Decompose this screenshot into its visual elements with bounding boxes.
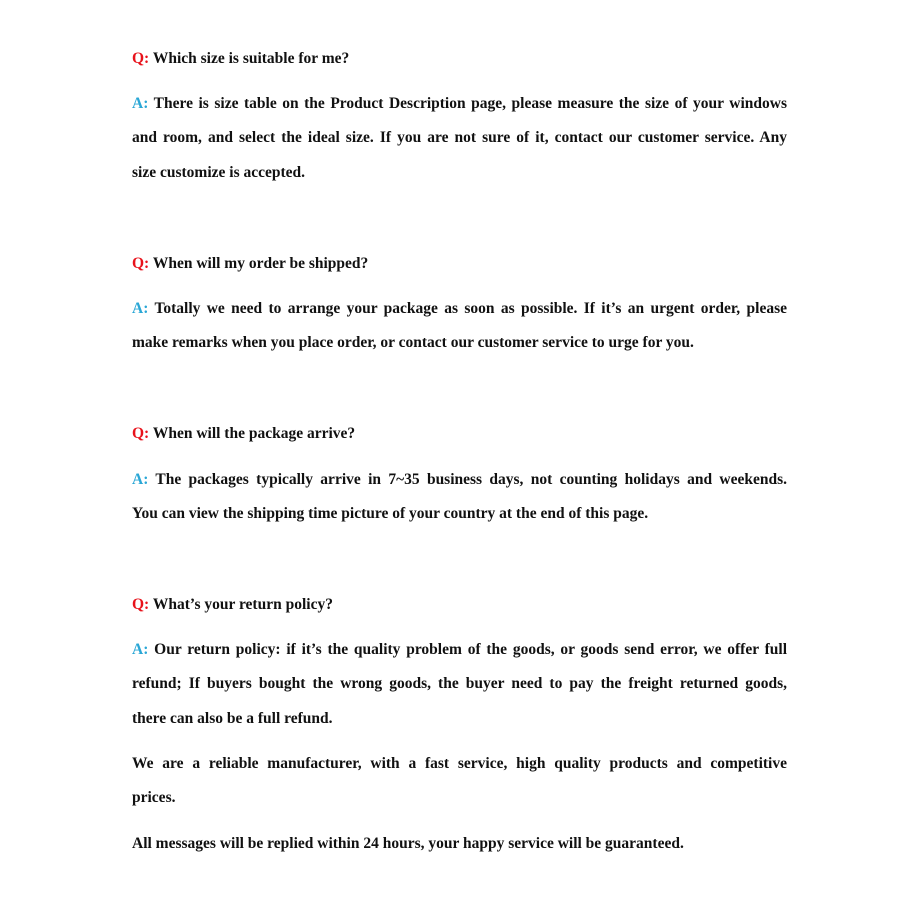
answer-text: There is size table on the Product Description page, please measure the size of your windows [153, 95, 787, 112]
faq-answer-4-line-2: refund; If buyers bought the wrong goods, the buyer need to pay the freight returned goods, [132, 675, 787, 692]
question-prefix: Q: [132, 425, 150, 442]
question-prefix: Q: [132, 255, 150, 272]
faq-answer-1-line-3: size customize is accepted. [132, 164, 306, 181]
faq-question-2 [132, 254, 368, 274]
faq-question-1 [132, 49, 349, 69]
question-prefix: Q: [132, 50, 150, 67]
answer-prefix: A: [132, 471, 149, 488]
question-text: When will the package arrive? [152, 425, 356, 442]
closing-reply-line: All messages will be replied within 24 hours, your happy service will be guaranteed. [132, 835, 684, 852]
faq-answer-3-line-1 [132, 470, 787, 490]
faq-answer-3-line-2: You can view the shipping time picture of your country at the end of this page. [132, 505, 649, 522]
question-text: When will my order be shipped? [152, 255, 369, 272]
faq-question-3 [132, 424, 355, 444]
answer-text: Our return policy: if it’s the quality problem of the goods, or goods send error, we offer full [154, 641, 788, 658]
answer-text: Totally we need to arrange your package as soon as possible. If it’s an urgent order, please [154, 300, 787, 317]
faq-answer-2-line-1 [132, 299, 787, 319]
faq-answer-2-line-2: make remarks when you place order, or contact our customer service to urge for you. [132, 334, 694, 351]
answer-text: The packages typically arrive in 7~35 business days, not counting holidays and weekends. [155, 471, 787, 488]
answer-prefix: A: [132, 300, 149, 317]
answer-prefix: A: [132, 95, 149, 112]
closing-reliable-line-2: prices. [132, 789, 176, 806]
faq-question-4 [132, 595, 333, 615]
question-text: Which size is suitable for me? [152, 50, 350, 67]
question-text: What’s your return policy? [152, 596, 333, 613]
faq-answer-1-line-1 [132, 94, 787, 114]
faq-answer-1-line-2: and room, and select the ideal size. If you are not sure of it, contact our customer service. Any [132, 129, 787, 146]
faq-answer-4-line-3: there can also be a full refund. [132, 710, 333, 727]
closing-reliable-line-1: We are a reliable manufacturer, with a fast service, high quality products and competitive [132, 755, 787, 772]
question-prefix: Q: [132, 596, 150, 613]
faq-answer-4-line-1 [132, 640, 787, 660]
answer-prefix: A: [132, 641, 149, 658]
